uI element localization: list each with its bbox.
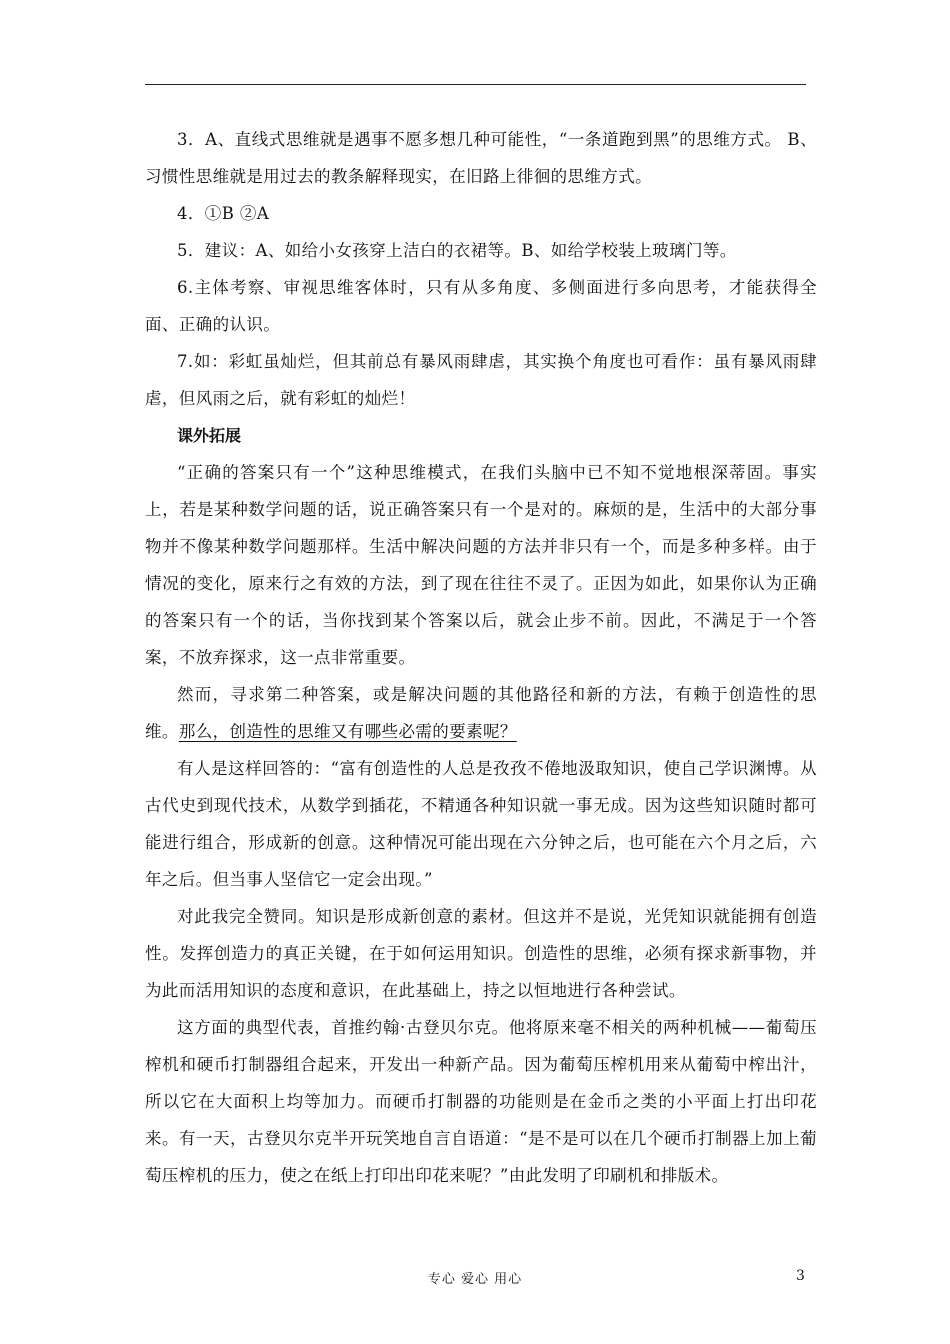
answer-3: 3．A、直线式思维就是遇事不愿多想几种可能性，“一条道跑到黑”的思维方式。 B、习惯性思维就是用过去的教条解释现实，在旧路上徘徊的思维方式。 xyxy=(145,130,817,186)
answer-6: 6.主体考察、审视思维客体时，只有从多角度、多侧面进行多向思考，才能获得全面、正确的认识。 xyxy=(145,278,817,334)
paragraph-4: 对此我完全赞同。知识是形成新创意的素材。但这并不是说，光凭知识就能拥有创造性。发挥创造力的真正关键，在于如何运用知识。创造性的思维，必须有探求新事物，并为此而活用知识的态度和意识，在此基础上，持之以恒地进行各种尝试。 xyxy=(145,907,817,1000)
paragraph-3: 有人是这样回答的：“富有创造性的人总是孜孜不倦地汲取知识，使自己学识渊博。从古代史到现代技术，从数学到插花，不精通各种知识就一事无成。因为这些知识随时都可能进行组合，形成新的创意。这种情况可能出现在六分钟之后，也可能在六个月之后，六年之后。但当事人坚信它一定会出现。” xyxy=(145,759,817,889)
page-content xyxy=(145,121,817,1194)
answer-5: 5．建议：A、如给小女孩穿上洁白的衣裙等。B、如给学校装上玻璃门等。 xyxy=(177,241,737,260)
answer-4: 4．①B ②A xyxy=(177,204,270,223)
paragraph-2-underlined-question: 那么，创造性的思维又有哪些必需的要素呢？ xyxy=(178,722,517,741)
header-rule xyxy=(145,84,806,85)
page-number: 3 xyxy=(796,1268,805,1284)
paragraph-1: “正确的答案只有一个”这种思维模式，在我们头脑中已不知不觉地根深蒂固。事实上，若是某种数学问题的话，说正确答案只有一个是对的。麻烦的是，生活中的大部分事物并不像某种数学问题那样。生活中解决问题的方法并非只有一个，而是多种多样。由于情况的变化，原来行之有效的方法，到了现在往往不灵了。正因为如此，如果你认为正确的答案只有一个的话，当你找到某个答案以后，就会止步不前。因此，不满足于一个答案，不放弃探求，这一点非常重要。 xyxy=(145,463,817,667)
paragraph-2 xyxy=(145,676,817,750)
section-heading: 课外拓展 xyxy=(177,426,242,445)
paragraph-2-text: 然而，寻求第二种答案，或是解决问题的其他路径和新的方法，有赖于创造性的思维。 xyxy=(145,685,817,741)
paragraph-5: 这方面的典型代表，首推约翰·古登贝尔克。他将原来毫不相关的两种机械——葡萄压榨机和硬币打制器组合起来，开发出一种新产品。因为葡萄压榨机用来从葡萄中榨出汁，所以它在大面积上均等加力。而硬币打制器的功能则是在金币之类的小平面上打出印花来。有一天，古登贝尔克半开玩笑地自言自语道：“是不是可以在几个硬币打制器上加上葡萄压榨机的压力，使之在纸上打印出印花来呢？”由此发明了印刷机和排版术。 xyxy=(145,1018,817,1185)
footer-motto: 专心 爱心 用心 xyxy=(427,1272,523,1287)
page-footer xyxy=(0,1268,950,1288)
answer-7: 7.如：彩虹虽灿烂，但其前总有暴风雨肆虐，其实换个角度也可看作：虽有暴风雨肆虐，但风雨之后，就有彩虹的灿烂！ xyxy=(145,352,817,408)
